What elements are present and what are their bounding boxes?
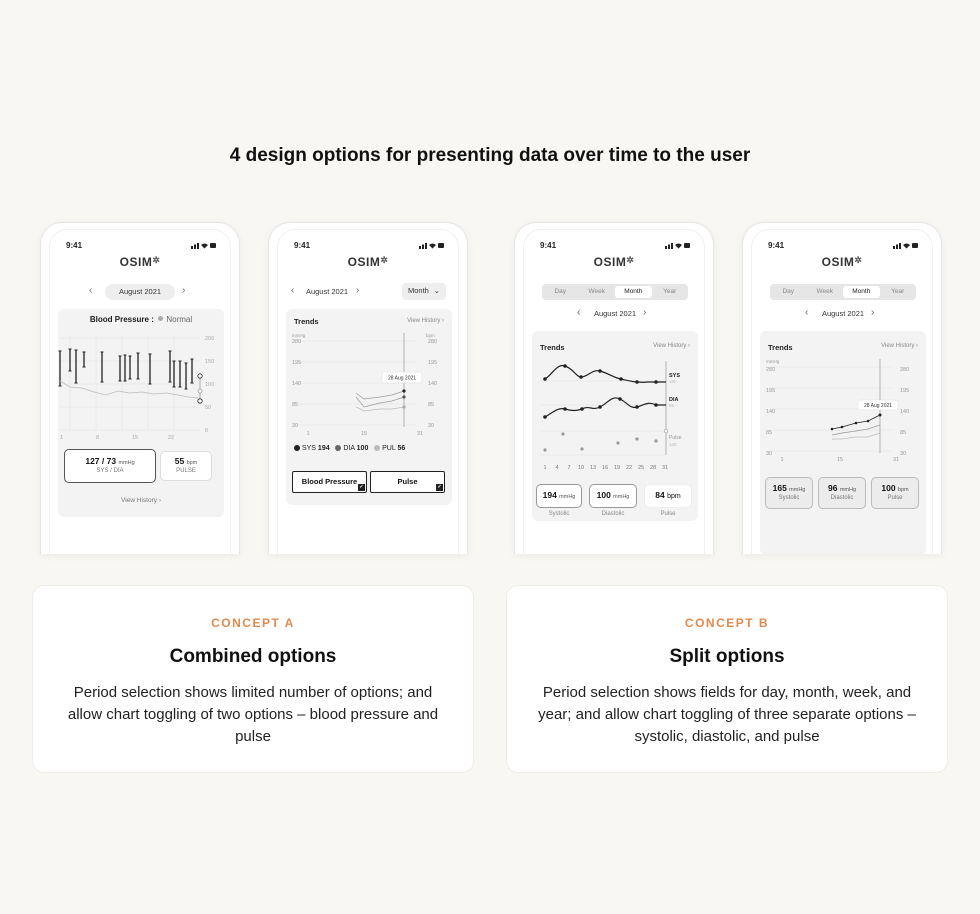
y-axis-left-tick: 30 [292,423,299,429]
bp-label: SYS / DIA [96,468,124,474]
sys-sub: 150 [669,379,677,384]
view-history-label: View History [407,318,441,324]
trends-panel [286,309,452,505]
status-bar [294,241,445,251]
view-history-link[interactable] [58,497,224,504]
concept-a-tag: CONCEPT A [211,616,295,630]
pulse-toggle[interactable] [370,471,445,493]
unit-left: mmHg [292,333,306,338]
x-axis-tick: 19 [613,465,621,471]
concept-b-tag: CONCEPT B [684,616,770,630]
status-time: 9:41 [768,241,785,250]
tab-day[interactable]: Day [554,288,567,295]
toggle-pulse-label: Pulse [397,477,418,486]
y-axis-right-tick: 30 [900,451,907,457]
month-selector[interactable]: August 2021 [305,287,349,296]
chevron-right-icon: › [158,497,161,504]
bp-bar-chart [58,331,224,441]
view-history-label: View History [653,343,687,349]
diastolic-card-label: Diastolic [601,511,625,517]
y-axis-tick: 100 [205,382,215,388]
sys-label: SYS [669,373,681,379]
signal-wifi-battery-icon [419,242,445,249]
blood-pressure-toggle[interactable] [292,471,367,493]
x-axis-tick: 1 [60,435,64,441]
y-axis-left-tick: 195 [292,360,302,366]
y-axis-right-tick: 85 [428,402,435,408]
check-icon: ✓ [437,484,442,490]
concept-a-title: Combined options [169,646,337,667]
legend-sys: SYS 194 [294,445,330,452]
brand-name: OSIM [593,255,627,269]
osim-logo [41,255,239,269]
unit-right: bpm [426,333,435,338]
pulse-card-label: Pulse [660,511,676,517]
tab-day[interactable]: Day [782,288,795,295]
bp-panel [58,309,224,517]
x-axis-tick: 22 [168,435,175,441]
concept-a-description: Period selection shows limited number of options; and allow chart toggling of two options – blood pressure and pulse [67,684,439,745]
view-history-link[interactable]: View History › [881,343,918,349]
y-axis-left-tick: 280 [766,367,776,373]
prev-month-chevron-icon[interactable]: ‹ [89,285,93,296]
brand-name: OSIM [821,255,855,269]
y-axis-right-tick: 85 [900,430,907,436]
x-axis-tick: 8 [96,435,100,441]
y-axis-tick: 200 [205,336,215,342]
bp-unit: mmHg [118,460,135,466]
signal-wifi-battery-icon [665,242,691,249]
view-history-link[interactable]: View History › [407,318,444,324]
y-axis-left-tick: 280 [292,339,302,345]
tab-year[interactable]: Year [663,288,677,295]
chevron-down-icon: ⌄ [433,286,440,295]
view-history-link[interactable]: View History › [653,343,690,349]
y-axis-tick: 0 [205,428,209,434]
phone-concept-a-bars [40,222,240,554]
phone-concept-b-combined [742,222,942,554]
chart-tooltip: 28 Aug 2021 [863,403,893,409]
tab-month[interactable]: Month [843,286,880,298]
split-trends-chart [532,353,698,475]
pulse-label: Pulse [669,435,682,441]
view-history-label: View History [121,497,158,504]
pulse-label: PULSE [176,468,196,474]
x-axis-tick: 4 [555,465,559,471]
brand-name: OSIM [119,255,153,269]
x-axis-tick: 31 [416,431,424,437]
period-dropdown[interactable] [402,283,446,300]
period-value: Month [408,286,429,295]
y-axis-tick: 150 [205,359,215,365]
y-axis-right-tick: 280 [428,339,438,345]
legend-pul: PUL 56 [374,445,405,452]
x-axis-tick: 10 [577,465,585,471]
tab-month[interactable]: Month [615,286,652,298]
pulse-card[interactable]: 84 bpm [644,484,692,508]
y-axis-tick: 50 [205,405,212,411]
prev-month-chevron-icon[interactable]: ‹ [805,307,809,318]
chart-legend [294,445,405,452]
trends-title: Trends [294,317,319,326]
status-time: 9:41 [294,241,311,250]
bp-value: 127 / 73 [85,456,117,466]
concept-b-title: Split options [669,646,785,667]
x-axis-tick: 15 [132,435,139,441]
signal-wifi-battery-icon [191,242,217,249]
status-time: 9:41 [540,241,557,250]
page-headline: 4 design options for presenting data over time to the user [229,145,751,166]
concept-b-card [506,585,948,773]
month-selector[interactable]: August 2021 [593,309,637,318]
concept-a-card [32,585,474,773]
x-axis-tick: 16 [601,465,609,471]
trends-panel [532,331,698,521]
x-axis-tick: 1 [543,465,547,471]
trends-panel [760,331,926,554]
check-icon: ✓ [359,484,364,490]
status-dot-icon [158,316,163,321]
flower-icon: ✲ [152,255,161,265]
pulse-sub: 100 [669,442,677,447]
dia-label: DIA [669,397,679,403]
x-axis-tick: 25 [637,465,645,471]
signal-wifi-battery-icon [893,242,919,249]
y-axis-left-tick: 195 [766,388,776,394]
prev-month-chevron-icon[interactable]: ‹ [577,307,581,318]
x-axis-tick: 1 [780,457,784,463]
status-time: 9:41 [66,241,83,250]
diastolic-card[interactable]: 96 mmHg Diastolic [818,477,866,509]
pulse-value: 55 [174,456,185,466]
y-axis-right-tick: 140 [900,409,910,415]
x-axis-tick: 15 [360,431,368,437]
x-axis-tick: 31 [892,457,900,463]
next-month-chevron-icon[interactable]: › [356,285,360,296]
unit-label: mmHg [766,359,780,364]
bp-reading-card[interactable] [64,449,156,483]
pulse-reading-card[interactable] [160,451,212,481]
dia-sub: 85 [669,403,675,408]
x-axis-tick: 13 [589,465,597,471]
month-selector[interactable]: August 2021 [105,284,175,300]
systolic-card[interactable]: 165 mmHg Systolic [765,477,813,509]
x-axis-tick: 1 [306,431,310,437]
trends-title: Trends [768,343,793,352]
y-axis-left-tick: 30 [766,451,773,457]
status-bar [66,241,217,251]
osim-logo [515,255,713,269]
legend-dia: DIA 100 [335,445,368,452]
pulse-card[interactable]: 100 bpm Pulse [871,477,919,509]
status-bar [540,241,691,251]
y-axis-right-tick: 280 [900,367,910,373]
trends-line-chart [760,353,926,463]
y-axis-left-tick: 140 [292,381,302,387]
flower-icon: ✲ [626,255,635,265]
status-bar [768,241,919,251]
next-month-chevron-icon[interactable]: › [643,307,647,318]
diastolic-card[interactable]: 100 mmHg [589,484,637,508]
y-axis-right-tick: 195 [428,360,438,366]
x-axis-tick: 28 [649,465,657,471]
next-month-chevron-icon[interactable]: › [871,307,875,318]
y-axis-right-tick: 30 [428,423,435,429]
trends-line-chart [286,331,452,441]
bp-title: Blood Pressure : [89,315,154,324]
y-axis-right-tick: 195 [900,388,910,394]
tab-year[interactable]: Year [891,288,905,295]
x-axis-tick: 31 [661,465,669,471]
x-axis-tick: 15 [836,457,844,463]
systolic-card-label: Systolic [548,511,570,517]
toggle-bp-label: Blood Pressure [301,477,358,486]
tab-week[interactable]: Week [816,288,833,295]
y-axis-right-tick: 140 [428,381,438,387]
chart-tooltip: 28 Aug 2021 [387,375,417,382]
pulse-line [60,381,198,398]
period-segmented-control [770,284,916,300]
brand-name: OSIM [347,255,381,269]
view-history-label: View History [881,343,915,349]
bp-status: Normal [166,315,193,324]
systolic-card[interactable]: 194 mmHg [536,484,582,508]
concept-b-description: Period selection shows fields for day, month, week, and year; and allow chart toggling of three separate options – systolic, diastolic, and pulse [538,684,916,745]
pulse-unit: bpm [186,460,198,466]
x-axis-tick: 22 [625,465,633,471]
osim-logo [743,255,941,269]
x-axis-tick: 7 [567,465,571,471]
month-selector[interactable]: August 2021 [821,309,865,318]
flower-icon: ✲ [380,255,389,265]
period-segmented-control [542,284,688,300]
next-month-chevron-icon[interactable]: › [182,285,186,296]
osim-logo [269,255,467,269]
flower-icon: ✲ [854,255,863,265]
trends-title: Trends [540,343,565,352]
y-axis-left-tick: 85 [766,430,773,436]
bp-title-row [58,315,224,324]
y-axis-left-tick: 85 [292,402,299,408]
bp-bars [59,349,194,389]
prev-month-chevron-icon[interactable]: ‹ [291,285,295,296]
y-axis-left-tick: 140 [766,409,776,415]
tab-week[interactable]: Week [588,288,605,295]
phone-concept-a-trends [268,222,468,554]
phone-concept-b-trends [514,222,714,554]
